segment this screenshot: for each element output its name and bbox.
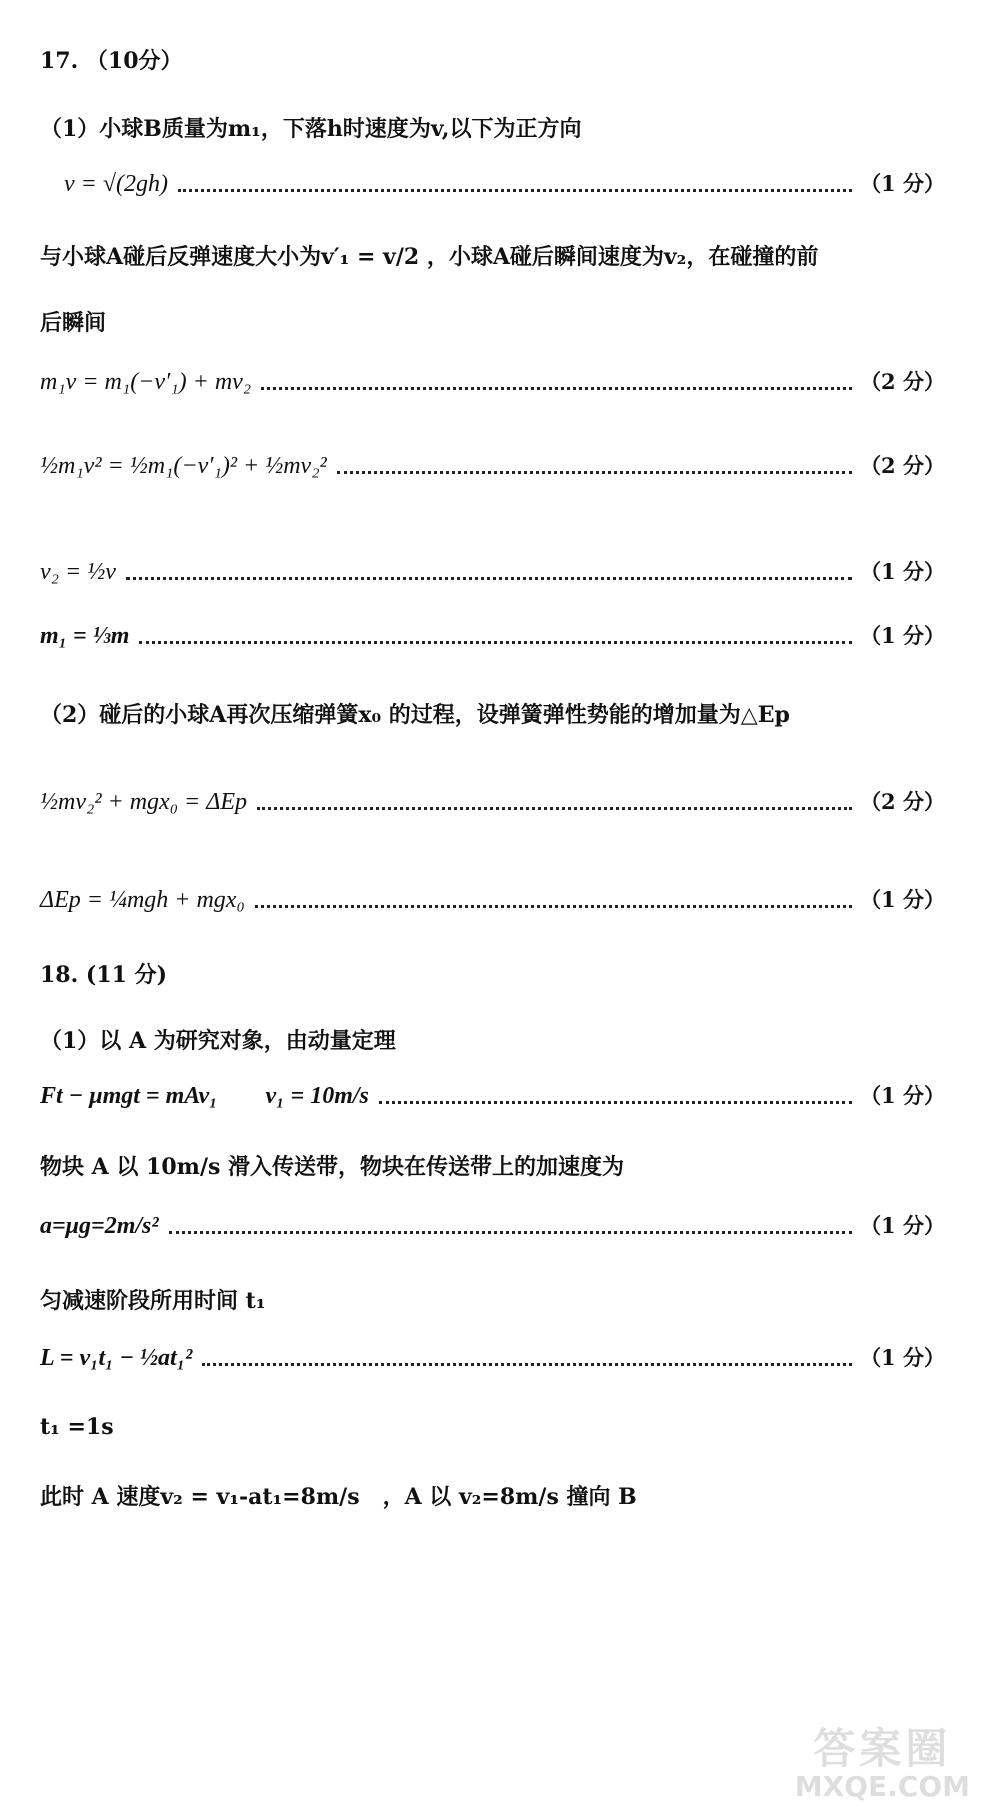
q17-eq-ep2-row — [40, 884, 945, 914]
watermark-logo — [795, 1726, 970, 1803]
equation-v: v = √(2gh) — [64, 171, 169, 197]
leader-dots — [139, 641, 852, 644]
leader-dots — [169, 1231, 852, 1234]
q17-eq-ep1-row — [40, 786, 945, 816]
q18-eq-t1: t₁ =1s — [40, 1414, 114, 1440]
equation-L: L = v₁t₁ − ½at₁² — [40, 1345, 193, 1371]
leader-dots — [126, 577, 852, 580]
q18-text-slide: 物块 A 以 10m/s 滑入传送带，物块在传送带上的加速度为 — [40, 1154, 625, 1180]
leader-dots — [202, 1363, 852, 1366]
q17-eq-v-row — [40, 168, 945, 198]
score-label: （1 分） — [860, 559, 945, 584]
q17-eq-momentum-row — [40, 366, 945, 396]
q18-eq-L-row — [40, 1342, 945, 1372]
score-label: （2 分） — [860, 789, 945, 814]
score-label: （1 分） — [860, 623, 945, 648]
score-label: （1 分） — [860, 887, 945, 912]
q17-eq-m1-row — [40, 620, 945, 650]
leader-dots — [257, 807, 852, 810]
score-label: （1 分） — [860, 1345, 945, 1370]
watermark-line1: 答案圈 — [813, 1724, 952, 1774]
equation-v2: v₂ = ½v — [40, 559, 116, 585]
leader-dots — [255, 905, 852, 908]
q17-rebound-text-a: 与小球A碰后反弹速度大小为v′₁ = v/2 ，小球A碰后瞬间速度为v₂，在碰撞的前 — [40, 244, 819, 270]
watermark-line2: MXQE.COM — [794, 1770, 970, 1804]
q17-eq-v2-row — [40, 556, 945, 586]
q18-header: 18. (11 分) — [40, 962, 168, 988]
score-label: （2 分） — [860, 453, 945, 478]
q17-rebound-text-b: 后瞬间 — [40, 310, 107, 336]
q18-eq-a-row — [40, 1210, 945, 1240]
q18-part1-intro: （1）以 A 为研究对象，由动量定理 — [40, 1028, 396, 1054]
q18-text-final: 此时 A 速度v₂ = v₁-at₁=8m/s ，A 以 v₂=8m/s 撞向 B — [40, 1484, 637, 1510]
equation-a: a=μg=2m/s² — [40, 1213, 159, 1239]
score-label: （1 分） — [860, 1213, 945, 1238]
score-label: （1 分） — [860, 171, 945, 196]
equation-ep1: ½mv₂² + mgx₀ = ΔEp — [40, 789, 247, 815]
score-label: （2 分） — [860, 369, 945, 394]
q17-part2-intro: （2）碰后的小球A再次压缩弹簧x₀ 的过程，设弹簧弹性势能的增加量为△Ep — [40, 702, 790, 728]
leader-dots — [178, 189, 852, 192]
q17-eq-energy-row — [40, 450, 945, 480]
leader-dots — [337, 471, 852, 474]
equation-energy: ½m₁v² = ½m₁(−v′₁)² + ½mv₂² — [40, 453, 327, 479]
leader-dots — [379, 1101, 852, 1104]
equation-momentum: m₁v = m₁(−v′₁) + mv₂ — [40, 369, 252, 395]
equation-impulse: Ft − μmgt = mAv₁ v₁ = 10m/s — [40, 1083, 369, 1109]
leader-dots — [261, 387, 852, 390]
q18-text-decel: 匀减速阶段所用时间 t₁ — [40, 1288, 266, 1314]
equation-m1: m₁ = ⅓m — [40, 623, 130, 649]
equation-ep2: ΔEp = ¼mgh + mgx₀ — [40, 887, 245, 913]
score-label: （1 分） — [860, 1083, 945, 1108]
q17-part1-intro: （1）小球B质量为m₁，下落h时速度为v,以下为正方向 — [40, 116, 582, 142]
q18-eq-impulse-row — [40, 1080, 945, 1110]
q17-header: 17. （10分） — [40, 48, 183, 74]
